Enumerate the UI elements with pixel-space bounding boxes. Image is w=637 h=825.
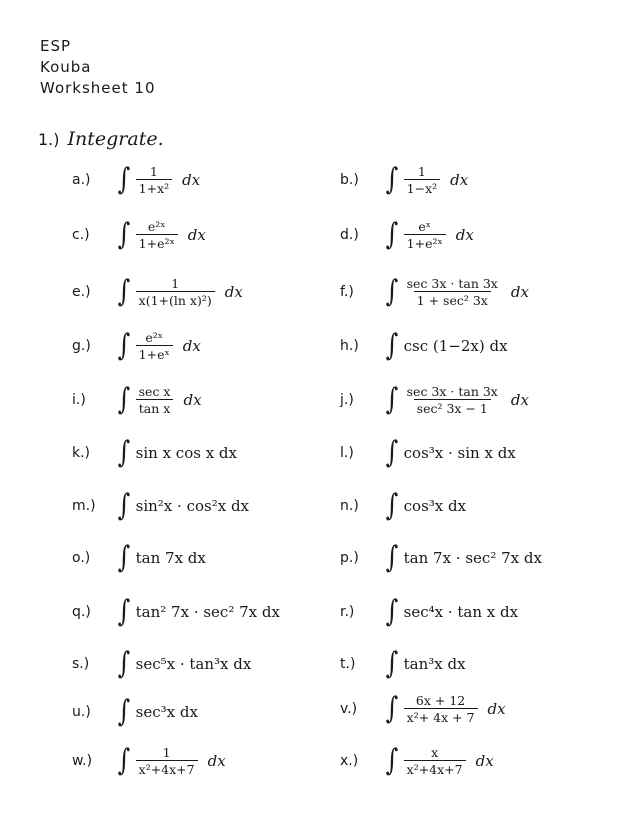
numerator: 1 [171,276,180,291]
denominator: sec² 3x − 1 [414,399,491,416]
denominator: x²+ 4x + 7 [404,708,478,725]
numerator: 6x + 12 [415,693,466,708]
problem-label: k.) [72,445,91,461]
integrand: tan 7x dx [135,549,206,567]
numerator: x [431,745,439,760]
problem-n [340,486,466,526]
denominator: x(1+(ln x)²) [136,291,215,308]
integral-sign: ∫ [117,435,131,470]
problem-f [340,272,529,312]
problem-e [72,272,243,312]
worksheet-header [40,36,156,99]
fraction [404,745,466,777]
integral-sign: ∫ [117,217,131,252]
denominator: tan x [136,399,174,416]
integral-sign: ∫ [117,382,131,417]
denominator: 1+e²ˣ [136,234,178,251]
integral-sign: ∫ [117,328,131,363]
differential: dx [182,337,201,355]
integrand: sin²x · cos²x dx [135,497,250,515]
problem-l [340,433,516,473]
denominator: x²+4x+7 [136,760,198,777]
problem-label: l.) [340,445,354,461]
problem-label: m.) [72,498,96,514]
integrand: sec³x dx [135,703,198,721]
denominator: 1 + sec² 3x [414,291,491,308]
integrand: csc (1−2x) dx [403,337,508,355]
problem-label: c.) [72,227,90,243]
integral-sign: ∫ [117,540,131,575]
integral-sign: ∫ [117,488,131,523]
fraction [136,164,173,196]
denominator: 1+eˣ [136,345,173,362]
problem-label: q.) [72,604,91,620]
fraction [136,276,215,308]
fraction [404,164,441,196]
integrand: tan³x dx [403,655,466,673]
integral-sign: ∫ [117,594,131,629]
integral-sign: ∫ [385,646,399,681]
instructor-name: Kouba [40,58,92,76]
integral-sign: ∫ [117,694,131,729]
integral-sign: ∫ [385,540,399,575]
numerator: sec x [138,384,171,399]
course-name: ESP [40,37,72,55]
denominator: 1−x² [404,179,441,196]
problem-r [340,592,518,632]
numerator: sec 3x · tan 3x [406,276,498,291]
fraction [404,384,501,416]
problem-label: w.) [72,753,93,769]
problem-label: h.) [340,338,359,354]
integral-sign: ∫ [385,691,399,726]
problem-g [72,326,201,366]
problem-s [72,644,251,684]
problem-u [72,692,198,732]
differential: dx [183,391,202,409]
differential: dx [510,391,529,409]
problem-i [72,380,202,420]
integral-sign: ∫ [385,217,399,252]
problem-label: i.) [72,392,86,408]
problem-k [72,433,237,473]
integrand: sec⁵x · tan³x dx [135,655,252,673]
problem-o [72,538,206,578]
integrand: tan² 7x · sec² 7x dx [135,603,280,621]
fraction [136,219,178,251]
integral-sign: ∫ [385,274,399,309]
problem-p [340,538,542,578]
instruction-number: 1.) [38,130,60,149]
fraction [136,330,173,362]
integrand: cos³x · sin x dx [403,444,516,462]
problem-w [72,741,226,781]
differential: dx [475,752,494,770]
integral-sign: ∫ [117,646,131,681]
problem-label: o.) [72,550,91,566]
problem-label: v.) [340,701,358,717]
differential: dx [207,752,226,770]
integral-sign: ∫ [117,743,131,778]
numerator: 1 [162,745,171,760]
differential: dx [182,171,201,189]
problem-b [340,160,468,200]
differential: dx [487,700,506,718]
differential: dx [450,171,469,189]
integral-sign: ∫ [385,743,399,778]
fraction [136,745,198,777]
instruction-text: Integrate. [67,128,164,150]
numerator: e²ˣ [145,330,164,345]
fraction [404,219,446,251]
denominator: 1+e²ˣ [404,234,446,251]
problem-v [340,689,506,729]
numerator: e²ˣ [147,219,166,234]
integrand: cos³x dx [403,497,467,515]
integral-sign: ∫ [117,274,131,309]
differential: dx [224,283,243,301]
worksheet-title: Worksheet 10 [40,79,156,97]
problem-label: x.) [340,753,359,769]
problem-label: t.) [340,656,356,672]
integral-sign: ∫ [117,162,131,197]
integral-sign: ∫ [385,594,399,629]
problem-label: a.) [72,172,91,188]
problem-label: r.) [340,604,355,620]
integral-sign: ∫ [385,328,399,363]
numerator: 1 [149,164,158,179]
integrand: tan 7x · sec² 7x dx [403,549,542,567]
problem-label: d.) [340,227,359,243]
problem-label: j.) [340,392,354,408]
problem-q [72,592,280,632]
problem-c [72,215,206,255]
differential: dx [510,283,529,301]
differential: dx [187,226,206,244]
problem-label: e.) [72,284,91,300]
integral-sign: ∫ [385,435,399,470]
numerator: sec 3x · tan 3x [406,384,498,399]
differential: dx [455,226,474,244]
problem-label: f.) [340,284,354,300]
denominator: 1+x² [136,179,173,196]
problem-h [340,326,508,366]
problem-x [340,741,494,781]
integrand: sec⁴x · tan x dx [403,603,519,621]
fraction [404,276,501,308]
numerator: eˣ [418,219,432,234]
problem-t [340,644,466,684]
problem-label: p.) [340,550,359,566]
problem-label: u.) [72,704,91,720]
fraction [404,693,478,725]
fraction [136,384,174,416]
problem-d [340,215,474,255]
integral-sign: ∫ [385,488,399,523]
problem-label: g.) [72,338,91,354]
problem-label: b.) [340,172,359,188]
problem-j [340,380,529,420]
problem-m [72,486,249,526]
numerator: 1 [417,164,426,179]
problem-label: s.) [72,656,90,672]
problem-label: n.) [340,498,359,514]
integral-sign: ∫ [385,162,399,197]
denominator: x²+4x+7 [404,760,466,777]
problem-a [72,160,200,200]
integrand: sin x cos x dx [135,444,237,462]
instruction [38,128,164,150]
integral-sign: ∫ [385,382,399,417]
